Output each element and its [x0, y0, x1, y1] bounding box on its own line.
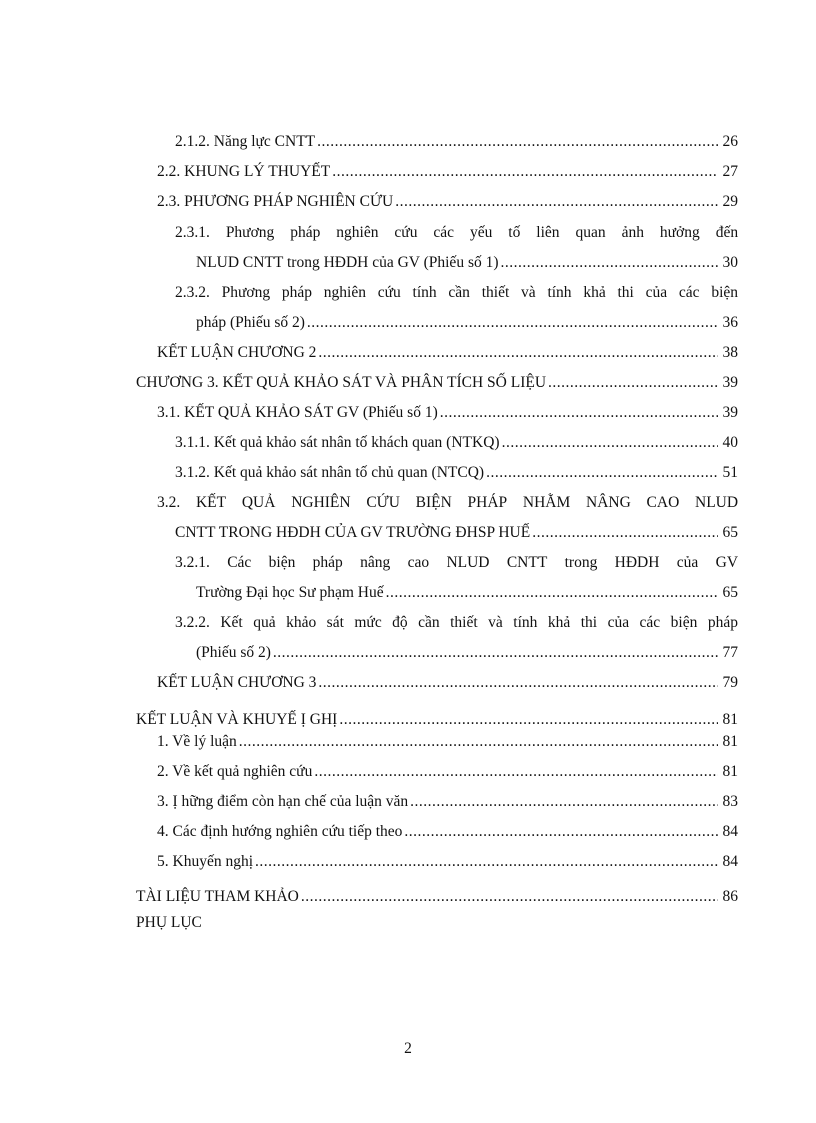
toc-entry[interactable]: [0, 709, 816, 731]
toc-entry-page: 83: [722, 793, 738, 810]
toc-entry-page: 77: [722, 644, 738, 661]
dot-leader: [318, 342, 718, 364]
toc-entry[interactable]: [0, 912, 816, 934]
toc-entry-title-line1: 2.3.2. Phương pháp nghiên cứu tính cần thiết và tính khả thi của các biện: [175, 284, 738, 301]
toc-entry-title: 4. Các định hướng nghiên cứu tiếp theo: [157, 823, 403, 840]
toc-entry[interactable]: [0, 791, 816, 813]
dot-leader: [301, 886, 718, 908]
toc-entry-title-line1: 3.2.2. Kết quả khảo sát mức độ cần thiết và tính khả thi của các biện pháp: [175, 614, 738, 631]
toc-entry-page: 39: [722, 374, 738, 391]
toc-entry[interactable]: [0, 582, 816, 604]
toc-entry-page: 86: [722, 888, 738, 905]
toc-entry-title: (Phiếu số 2): [196, 644, 271, 661]
dot-leader: [410, 791, 718, 813]
toc-entry-title: KẾT LUẬN CHƯƠNG 2: [157, 344, 317, 361]
toc-entry-page: 39: [722, 404, 738, 421]
toc-entry-title: Trường Đại học Sư phạm Huế: [196, 584, 384, 601]
dot-leader: [395, 191, 718, 213]
toc-entry[interactable]: [0, 462, 816, 484]
toc-entry-title: 5. Khuyến nghị: [157, 853, 254, 870]
toc-entry-page: 79: [722, 674, 738, 691]
toc-entry-page: 29: [722, 193, 738, 210]
toc-entry-page: 84: [722, 823, 738, 840]
toc-entry-title: 1. Về lý luận: [157, 733, 237, 750]
toc-entry-line1[interactable]: [0, 282, 816, 304]
toc-entry[interactable]: [0, 522, 816, 544]
toc-entry-title: CNTT TRONG HĐDH CỦA GV TRƯỜNG ĐHSP HUẾ: [175, 524, 531, 541]
toc-entry-title: 3.1.1. Kết quả khảo sát nhân tố khách quan (NTKQ): [175, 434, 500, 451]
toc-entry[interactable]: [0, 432, 816, 454]
toc-entry[interactable]: [0, 761, 816, 783]
toc-entry[interactable]: [0, 131, 816, 153]
toc-entry-title: 2.2. KHUNG LÝ THUYẾT: [157, 163, 331, 180]
dot-leader: [404, 821, 718, 843]
toc-entry-line1[interactable]: [0, 222, 816, 244]
toc-entry-title: 2.1.2. Năng lực CNTT: [175, 133, 316, 150]
toc-entry-title: 2. Về kết quả nghiên cứu: [157, 763, 313, 780]
toc-entry-page: 65: [722, 524, 738, 541]
toc-entry[interactable]: [0, 672, 816, 694]
toc-entry-page: 65: [722, 584, 738, 601]
dot-leader: [318, 672, 718, 694]
toc-entry-title-line1: 3.2.1. Các biện pháp nâng cao NLUD CNTT trong HĐDH của GV: [175, 554, 739, 571]
dot-leader: [339, 709, 718, 731]
dot-leader: [386, 582, 718, 604]
page-number: 2: [404, 1040, 412, 1057]
toc-entry[interactable]: [0, 342, 816, 364]
dot-leader: [307, 312, 718, 334]
toc-entry-line1[interactable]: [0, 612, 816, 634]
toc-entry-title: KẾT LUẬN VÀ KHUYẾ Ị GHỊ: [136, 711, 338, 728]
toc-entry-title: 3. Ị hững điểm còn hạn chế của luận văn: [157, 793, 409, 810]
toc-entry-page: 81: [722, 763, 738, 780]
dot-leader: [332, 161, 718, 183]
toc-entry[interactable]: [0, 312, 816, 334]
toc-entry[interactable]: [0, 851, 816, 873]
toc-entry-page: 27: [722, 163, 738, 180]
toc-entry[interactable]: [0, 191, 816, 213]
toc-entry[interactable]: [0, 372, 816, 394]
toc-entry-title: PHỤ LỤC: [136, 914, 202, 931]
toc-entry-page: 51: [722, 464, 738, 481]
toc-entry-page: 81: [722, 733, 738, 750]
dot-leader: [486, 462, 718, 484]
toc-entry-title: 3.1. KẾT QUẢ KHẢO SÁT GV (Phiếu số 1): [157, 404, 438, 421]
toc-entry-title-line1: 2.3.1. Phương pháp nghiên cứu các yếu tố liên quan ảnh hưởng đến: [175, 224, 739, 241]
toc-entry-title: 3.1.2. Kết quả khảo sát nhân tố chủ quan (NTCQ): [175, 464, 485, 481]
toc-entry[interactable]: [0, 642, 816, 664]
toc-entry-page: 40: [722, 434, 738, 451]
dot-leader: [255, 851, 718, 873]
toc-entry-page: 84: [722, 853, 738, 870]
dot-leader: [317, 131, 718, 153]
toc-entry[interactable]: [0, 402, 816, 424]
toc-entry-line1[interactable]: [0, 492, 816, 514]
dot-leader: [548, 372, 718, 394]
toc-entry-page: 30: [722, 254, 738, 271]
toc-entry-page: 26: [722, 133, 738, 150]
toc-entry[interactable]: [0, 886, 816, 908]
toc-entry-title: TÀI LIỆU THAM KHẢO: [136, 888, 299, 905]
toc-entry-title-line1: 3.2. KẾT QUẢ NGHIÊN CỨU BIỆN PHÁP NHẰM NÂNG CAO NLUD: [157, 494, 739, 511]
toc-entry-page: 36: [722, 314, 738, 331]
toc-entry-title: pháp (Phiếu số 2): [196, 314, 305, 331]
toc-entry-line1[interactable]: [0, 552, 816, 574]
dot-leader: [501, 252, 718, 274]
toc-entry-page: 81: [722, 711, 738, 728]
dot-leader: [239, 731, 718, 753]
toc-entry-title: KẾT LUẬN CHƯƠNG 3: [157, 674, 317, 691]
toc-entry-title: NLUD CNTT trong HĐDH của GV (Phiếu số 1): [196, 254, 499, 271]
dot-leader: [273, 642, 718, 664]
toc-entry-title: 2.3. PHƯƠNG PHÁP NGHIÊN CỨU: [157, 193, 394, 210]
toc-entry[interactable]: [0, 252, 816, 274]
toc-entry[interactable]: [0, 821, 816, 843]
toc-entry[interactable]: [0, 161, 816, 183]
dot-leader: [314, 761, 718, 783]
dot-leader: [532, 522, 718, 544]
dot-leader: [440, 402, 718, 424]
toc-entry[interactable]: [0, 731, 816, 753]
toc-entry-page: 38: [722, 344, 738, 361]
dot-leader: [502, 432, 718, 454]
toc-entry-title: CHƯƠNG 3. KẾT QUẢ KHẢO SÁT VÀ PHÂN TÍCH SỐ LIỆU: [136, 374, 547, 391]
